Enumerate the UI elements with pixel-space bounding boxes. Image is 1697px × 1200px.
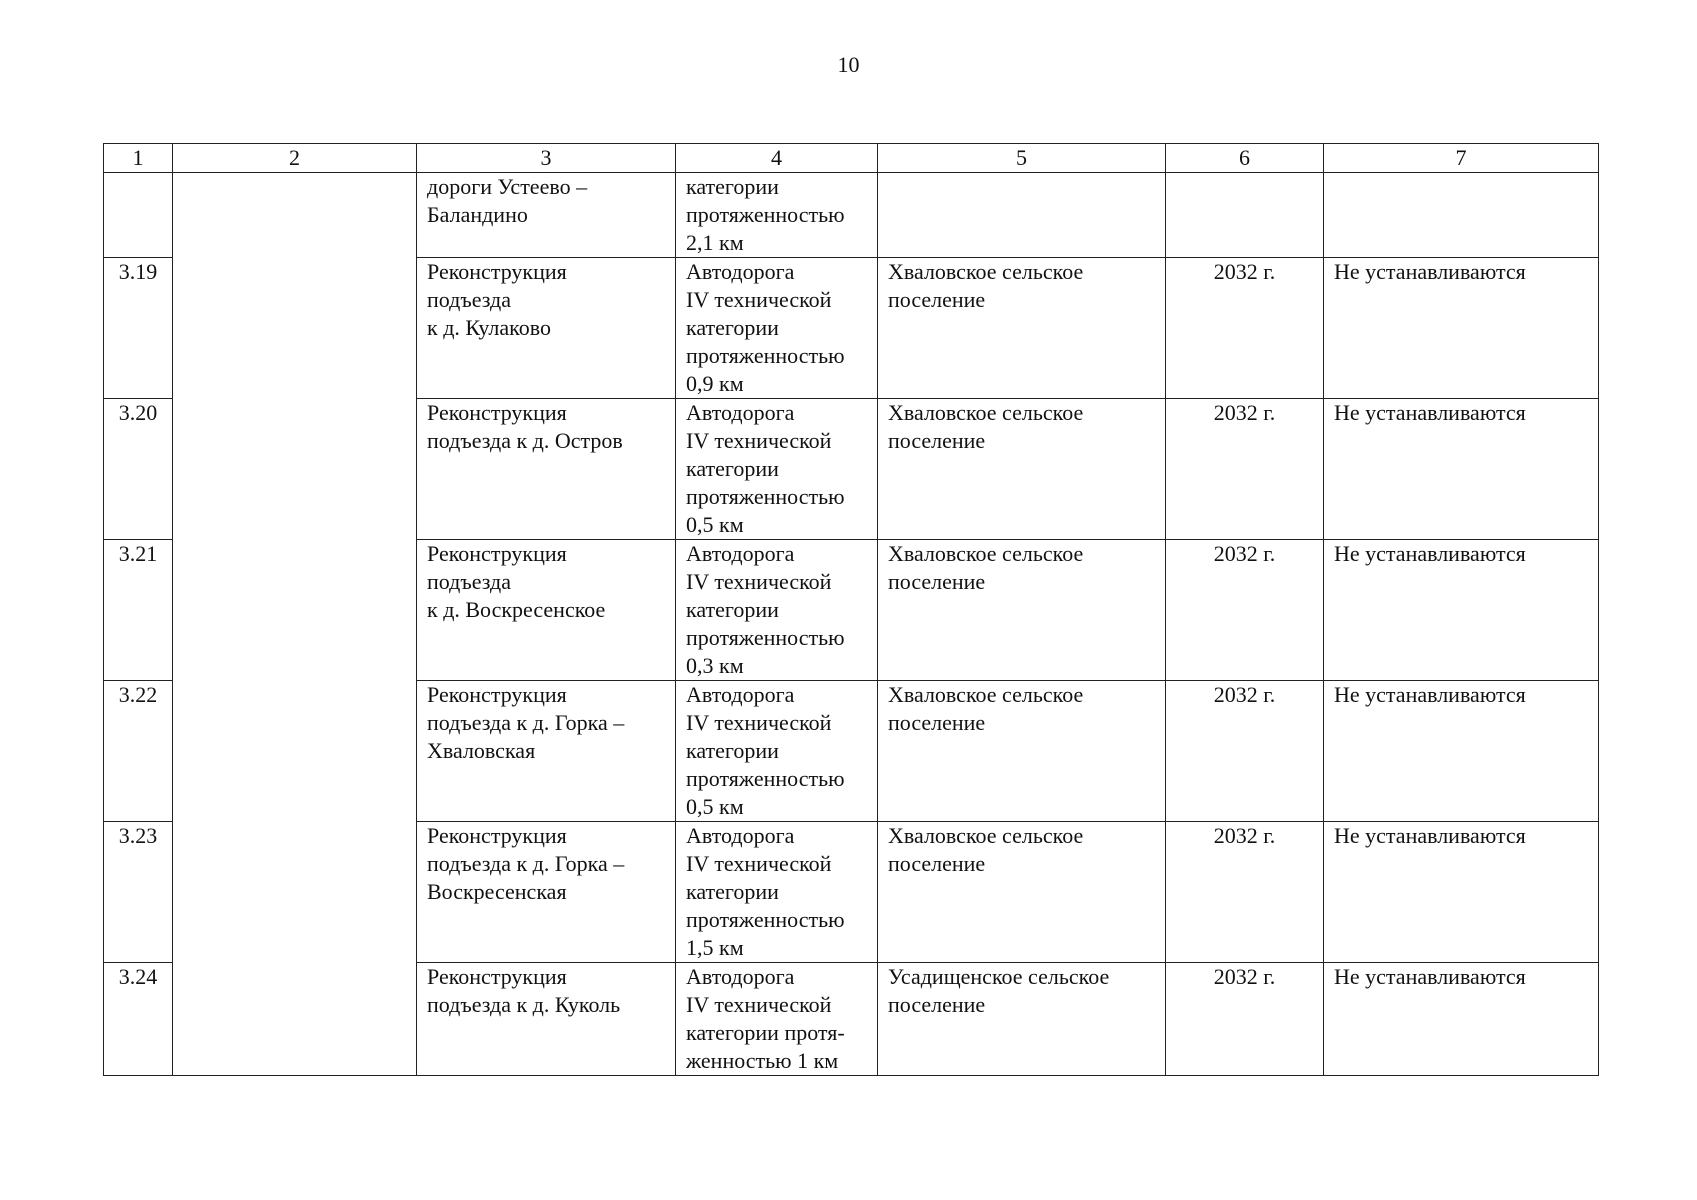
- object-description: Автодорога IV технической категории протяженностью 0,9 км: [676, 258, 878, 399]
- object-description: Автодорога IV технической категории протяженностью 0,5 км: [676, 399, 878, 540]
- column-number: 7: [1324, 144, 1599, 173]
- column-number: 3: [417, 144, 676, 173]
- zone-characteristics: [1324, 173, 1599, 258]
- implementation-year: 2032 г.: [1166, 822, 1324, 963]
- zone-characteristics: Не устанавливаются: [1324, 822, 1599, 963]
- implementation-year: 2032 г.: [1166, 681, 1324, 822]
- implementation-year: 2032 г.: [1166, 540, 1324, 681]
- column-number: 2: [173, 144, 417, 173]
- object-description: Автодорога IV технической категории протя- женностью 1 км: [676, 963, 878, 1076]
- object-location: Хваловское сельское поселение: [878, 258, 1166, 399]
- item-number: 3.24: [104, 963, 173, 1076]
- merged-column-2-cell: [173, 173, 417, 1076]
- zone-characteristics: Не устанавливаются: [1324, 681, 1599, 822]
- implementation-year: 2032 г.: [1166, 399, 1324, 540]
- item-number: 3.19: [104, 258, 173, 399]
- zone-characteristics: Не устанавливаются: [1324, 399, 1599, 540]
- object-location: Хваловское сельское поселение: [878, 399, 1166, 540]
- item-number: 3.23: [104, 822, 173, 963]
- implementation-year: [1166, 173, 1324, 258]
- zone-characteristics: Не устанавливаются: [1324, 963, 1599, 1076]
- item-number: [104, 173, 173, 258]
- column-number-row: [104, 144, 1599, 173]
- column-number: 1: [104, 144, 173, 173]
- object-location: Усадищенское сельское поселение: [878, 963, 1166, 1076]
- planning-table: [103, 143, 1599, 1076]
- object-name: дороги Устеево – Баландино: [417, 173, 676, 258]
- object-location: [878, 173, 1166, 258]
- item-number: 3.20: [104, 399, 173, 540]
- implementation-year: 2032 г.: [1166, 258, 1324, 399]
- page-number: 10: [837, 52, 860, 77]
- implementation-year: 2032 г.: [1166, 963, 1324, 1076]
- item-number: 3.22: [104, 681, 173, 822]
- object-name: Реконструкция подъезда к д. Остров: [417, 399, 676, 540]
- item-number: 3.21: [104, 540, 173, 681]
- object-location: Хваловское сельское поселение: [878, 822, 1166, 963]
- zone-characteristics: Не устанавливаются: [1324, 540, 1599, 681]
- table-row: [104, 173, 1599, 258]
- object-description: Автодорога IV технической категории протяженностью 1,5 км: [676, 822, 878, 963]
- column-number: 4: [676, 144, 878, 173]
- object-name: Реконструкция подъезда к д. Куколь: [417, 963, 676, 1076]
- object-description: категории протяженностью 2,1 км: [676, 173, 878, 258]
- object-name: Реконструкция подъезда к д. Кулаково: [417, 258, 676, 399]
- object-location: Хваловское сельское поселение: [878, 540, 1166, 681]
- column-number: 6: [1166, 144, 1324, 173]
- object-name: Реконструкция подъезда к д. Горка – Хваловская: [417, 681, 676, 822]
- zone-characteristics: Не устанавливаются: [1324, 258, 1599, 399]
- object-description: Автодорога IV технической категории протяженностью 0,5 км: [676, 681, 878, 822]
- object-description: Автодорога IV технической категории протяженностью 0,3 км: [676, 540, 878, 681]
- column-number: 5: [878, 144, 1166, 173]
- object-location: Хваловское сельское поселение: [878, 681, 1166, 822]
- object-name: Реконструкция подъезда к д. Горка – Воскресенская: [417, 822, 676, 963]
- object-name: Реконструкция подъезда к д. Воскресенское: [417, 540, 676, 681]
